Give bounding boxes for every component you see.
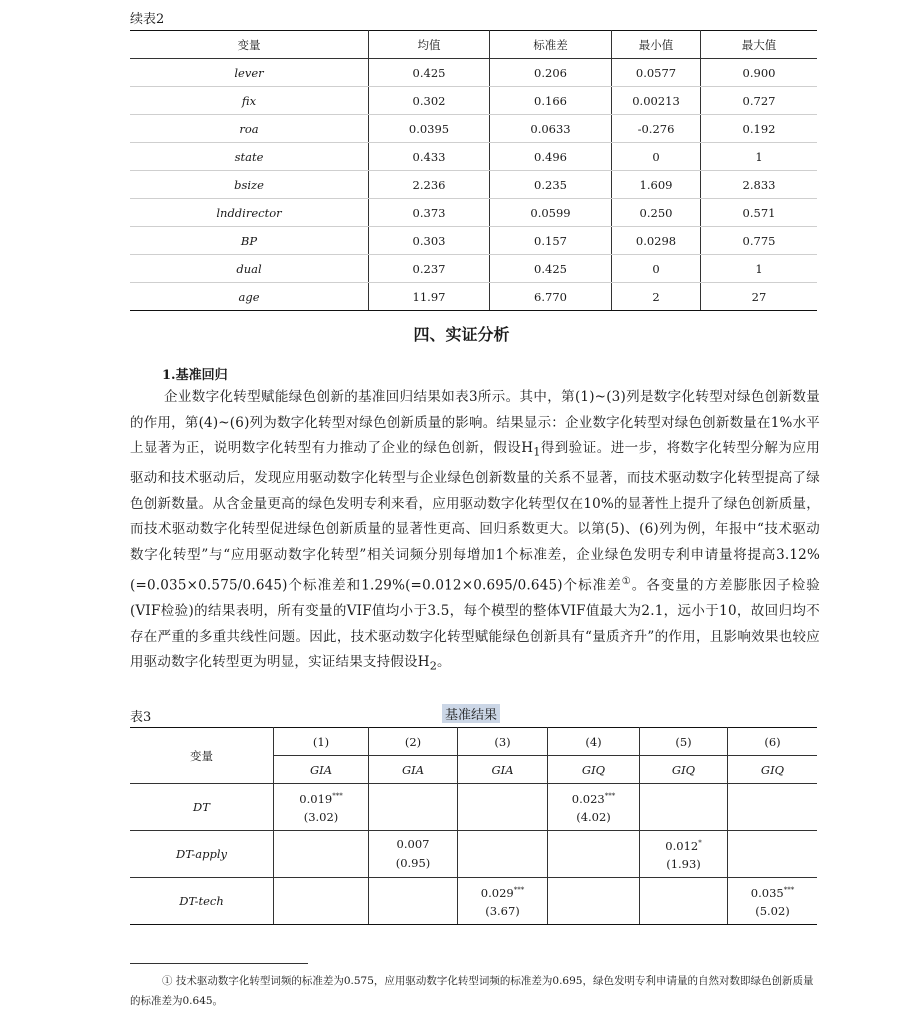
significance-stars: * xyxy=(698,838,702,847)
cell-variable: age xyxy=(130,283,369,311)
table-row xyxy=(130,283,817,311)
cell: 0.303 xyxy=(369,227,490,255)
cell-variable: state xyxy=(130,143,369,171)
header-cell: 最大值 xyxy=(701,31,818,59)
table2-descriptive-stats xyxy=(130,30,817,311)
coef-cell xyxy=(369,831,458,878)
coef-cell xyxy=(458,878,548,925)
cell: 0.496 xyxy=(490,143,612,171)
header-cell: 均值 xyxy=(369,31,490,59)
cell: 0.302 xyxy=(369,87,490,115)
cell: 0.425 xyxy=(490,255,612,283)
paragraph-text: 得到验证。进一步，将数字化转型分解为应用驱动和技术驱动后，发现应用驱动数字化转型与企业绿色创新数量的关系不显著，而技术驱动数字化转型提高了绿色创新数量。从含金量更高的绿色发明专利来看，应用驱动数字化转型仅在10%的显著性上提升了绿色创新质量，而技术驱动数字化转型促进绿色创新质量的显著性更高、回归系数更大。以第(5)、(6)列为例，年报中“技术驱动数字化转型”与“应用驱动数字化转型”相关词频分别每增加1个标准差，企业绿色发明专利申请量将提高3.12%(=0.035×0.575/0.645)个标准差和1.29%(=0.012×0.695/0.645)个标准差 xyxy=(130,440,821,594)
footnote: ① 技术驱动数字化转型词频的标准差为0.575，应用驱动数字化转型词频的标准差为0.695，绿色发明专利申请量的自然对数即绿色创新质量的标准差为0.645。 xyxy=(130,975,814,1007)
table-row xyxy=(130,199,817,227)
cell-variable: fix xyxy=(130,87,369,115)
cell-variable: lever xyxy=(130,59,369,87)
t-stat: (0.95) xyxy=(395,856,431,870)
cell: 0.250 xyxy=(612,199,701,227)
table-row xyxy=(130,115,817,143)
coef-cell xyxy=(369,784,458,831)
significance-stars: *** xyxy=(513,885,525,894)
cell: 1.609 xyxy=(612,171,701,199)
cell: 0.157 xyxy=(490,227,612,255)
section-title: 四、实证分析 xyxy=(413,325,510,344)
significance-stars: *** xyxy=(783,885,795,894)
t-stat: (4.02) xyxy=(576,810,611,825)
coef-cell xyxy=(548,878,640,925)
column-number: (1) xyxy=(274,728,369,756)
cell: 0.0599 xyxy=(490,199,612,227)
table2-header-row xyxy=(130,31,817,59)
cell: 0.775 xyxy=(701,227,818,255)
cell: 2.236 xyxy=(369,171,490,199)
body-paragraph xyxy=(130,385,820,680)
cell: 0.0395 xyxy=(369,115,490,143)
table3-label: 表3 xyxy=(130,710,152,725)
table-row xyxy=(130,143,817,171)
dependent-variable: GIQ xyxy=(548,756,640,784)
significance-stars: *** xyxy=(332,791,343,800)
dependent-variable: GIQ xyxy=(640,756,728,784)
cell-variable: bsize xyxy=(130,171,369,199)
cell: 0.206 xyxy=(490,59,612,87)
coef: 0.007 xyxy=(396,837,430,851)
coef-cell xyxy=(728,831,818,878)
table-row xyxy=(130,227,817,255)
row-variable: DT xyxy=(130,784,274,831)
cell: 0 xyxy=(612,143,701,171)
cell-variable: lnddirector xyxy=(130,199,369,227)
paragraph-text: 。 xyxy=(437,654,451,671)
subscript: 2 xyxy=(429,659,438,673)
table-row xyxy=(130,171,817,199)
table-row xyxy=(130,59,817,87)
dependent-variable: GIQ xyxy=(728,756,818,784)
cell: 2 xyxy=(612,283,701,311)
cell: 0.237 xyxy=(369,255,490,283)
table-row xyxy=(130,784,817,831)
cell: 0.571 xyxy=(701,199,818,227)
coef-cell xyxy=(728,784,818,831)
cell-variable: dual xyxy=(130,255,369,283)
cell: 0.00213 xyxy=(612,87,701,115)
column-number: (4) xyxy=(548,728,640,756)
column-number: (6) xyxy=(728,728,818,756)
header-cell: 最小值 xyxy=(612,31,701,59)
cell: 0.373 xyxy=(369,199,490,227)
cell: 0.166 xyxy=(490,87,612,115)
table-row xyxy=(130,255,817,283)
coef-cell xyxy=(640,878,728,925)
cell: 11.97 xyxy=(369,283,490,311)
cell: 1 xyxy=(701,255,818,283)
coef-cell xyxy=(369,878,458,925)
column-number: (5) xyxy=(640,728,728,756)
footnote-mark[interactable]: ① xyxy=(621,575,632,587)
paragraph-text: 。各变量的方差膨胀因子检验(VIF检验)的结果表明，所有变量的VIF值均小于3.5，每个模型的整体VIF值最大为2.1，远小于10，故回归均不存在严重的多重共线性问题。因此，技术驱动数字化转型赋能绿色创新具有“量质齐升”的作用，且影响效果也较应用驱动数字化转型更为明显，实证结果支持假设H xyxy=(130,577,820,671)
table-row xyxy=(130,87,817,115)
footnote-divider xyxy=(130,963,308,964)
cell-variable: roa xyxy=(130,115,369,143)
subscript: 1 xyxy=(533,446,541,460)
cell: 0.727 xyxy=(701,87,818,115)
coef-cell xyxy=(640,784,728,831)
row-variable: DT-tech xyxy=(130,878,274,925)
table-row xyxy=(130,831,817,878)
header-cell: 标准差 xyxy=(490,31,612,59)
t-stat: (5.02) xyxy=(755,904,790,919)
cell: 0.0298 xyxy=(612,227,701,255)
dependent-variable: GIA xyxy=(458,756,548,784)
subsection-title: 1.基准回归 xyxy=(162,368,228,383)
coef: 0.019 xyxy=(299,791,333,806)
t-stat: (3.67) xyxy=(485,904,520,919)
coef-cell xyxy=(274,878,369,925)
coef-cell xyxy=(458,784,548,831)
row-variable: DT-apply xyxy=(130,831,274,878)
cell: 27 xyxy=(701,283,818,311)
coef-cell xyxy=(274,784,369,831)
t-stat: (1.93) xyxy=(666,857,701,872)
cell: 6.770 xyxy=(490,283,612,311)
table3-column-row xyxy=(130,728,817,756)
cell: 1 xyxy=(701,143,818,171)
cell: 2.833 xyxy=(701,171,818,199)
cell: 0 xyxy=(612,255,701,283)
dependent-variable: GIA xyxy=(369,756,458,784)
cell: -0.276 xyxy=(612,115,701,143)
cell: 0.433 xyxy=(369,143,490,171)
t-stat: (3.02) xyxy=(303,810,339,825)
coef-cell xyxy=(548,784,640,831)
significance-stars: *** xyxy=(604,791,616,800)
cell: 0.425 xyxy=(369,59,490,87)
cell: 0.235 xyxy=(490,171,612,199)
table3-title: 基准结果 xyxy=(442,704,500,723)
cell: 0.900 xyxy=(701,59,818,87)
cell-variable: BP xyxy=(130,227,369,255)
column-number: (3) xyxy=(458,728,548,756)
dependent-variable: GIA xyxy=(274,756,369,784)
table3-regression-results xyxy=(130,727,817,925)
coef-cell xyxy=(458,831,548,878)
header-cell: 变量 xyxy=(130,31,369,59)
cell: 0.0577 xyxy=(612,59,701,87)
coef: 0.023 xyxy=(571,791,605,806)
coef-cell xyxy=(274,831,369,878)
column-number: (2) xyxy=(369,728,458,756)
coef-cell xyxy=(548,831,640,878)
var-header: 变量 xyxy=(130,728,274,784)
coef-cell xyxy=(640,831,728,878)
cell: 0.192 xyxy=(701,115,818,143)
cell: 0.0633 xyxy=(490,115,612,143)
table2-continued-label: 续表2 xyxy=(130,12,165,27)
coef-cell xyxy=(728,878,818,925)
coef: 0.012 xyxy=(665,838,699,853)
table-row xyxy=(130,878,817,925)
paragraph-text: 企业数字化转型赋能绿色创新的基准回归结果如表3所示。其中，第(1)~(3)列是数字化转型对绿色创新数量的作用，第(4)~(6)列为数字化转型对绿色创新质量的影响。结果显示：企业数字化转型对绿色创新数量在1%水平上显著为正，说明数字化转型有力推动了企业的绿色创新，假设H xyxy=(130,389,820,457)
coef: 0.029 xyxy=(480,885,514,900)
coef: 0.035 xyxy=(750,885,784,900)
